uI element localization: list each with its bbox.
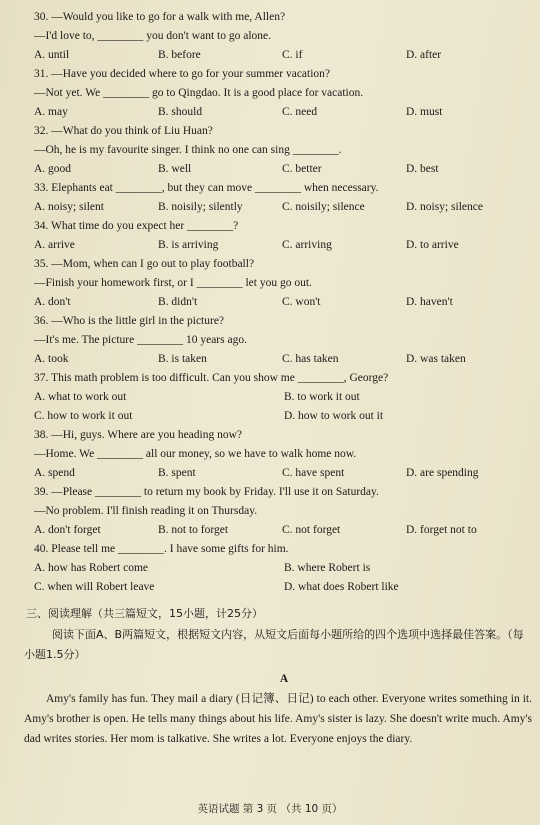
answer-option: D. to arrive (406, 239, 459, 251)
question-stem: 38. —Hi, guys. Where are you heading now? (34, 429, 243, 441)
question-stem: 33. Elephants eat ________, but they can move ________ when necessary. (34, 182, 379, 194)
answer-option: D. are spending (406, 467, 479, 479)
answer-option: C. not forget (282, 524, 341, 536)
answer-option: B. before (158, 49, 201, 61)
options-row (34, 388, 534, 407)
answer-option: A. don't (34, 296, 71, 308)
answer-option: D. forget not to (406, 524, 477, 536)
question-item (34, 540, 534, 597)
question-item (34, 179, 534, 217)
options-row (34, 407, 534, 426)
options-row (34, 236, 534, 255)
page-footer: 英语试题 第 3 页 （共 10 页） (197, 803, 343, 815)
passage-title: A (279, 673, 289, 685)
answer-option: B. didn't (158, 296, 198, 308)
question-stem: 37. This math problem is too difficult. Can you show me ________, George? (34, 372, 389, 384)
answer-option: C. arriving (282, 239, 332, 251)
options-row (34, 293, 534, 312)
question-reply: —Finish your homework first, or I ________ let you go out. (34, 277, 312, 289)
answer-option: B. is taken (158, 353, 207, 365)
passage-text: Amy's family has fun. They mail a diary (日记簿、日记) to each other. Everyone writes something in it. Amy's brother is open. He tells many things about his life. Amy's sister is lazy. She doesn't write much. Amy's dad writes stories. Her mom is talkative. She writes a lot. Everyone enjoys the diary. (24, 693, 532, 745)
question-reply: —Oh, he is my favourite singer. I think no one can sing ________. (34, 144, 342, 156)
answer-option: B. well (158, 163, 192, 175)
answer-option: D. best (406, 163, 439, 175)
question-item (34, 122, 534, 179)
answer-option: C. better (282, 163, 322, 175)
answer-option: D. noisy; silence (406, 201, 483, 213)
options-row (34, 559, 534, 578)
options-row (34, 46, 534, 65)
question-reply: —I'd love to, ________ you don't want to go alone. (34, 30, 271, 42)
question-item (34, 483, 534, 540)
question-stem: 34. What time do you expect her ________? (34, 220, 239, 232)
answer-option: C. noisily; silence (282, 201, 365, 213)
answer-option: A. don't forget (34, 524, 101, 536)
question-item (34, 426, 534, 483)
question-list (34, 8, 534, 597)
answer-option: A. may (34, 106, 68, 118)
question-item (34, 255, 534, 312)
options-row (34, 103, 534, 122)
answer-option: A. what to work out (34, 391, 127, 403)
answer-option: A. until (34, 49, 70, 61)
answer-option: A. how has Robert come (34, 562, 149, 574)
answer-option: C. won't (282, 296, 321, 308)
answer-option: B. is arriving (158, 239, 219, 251)
question-reply: —No problem. I'll finish reading it on Thursday. (34, 505, 258, 517)
answer-option: D. was taken (406, 353, 466, 365)
question-item (34, 8, 534, 65)
options-row (34, 521, 534, 540)
answer-option: A. good (34, 163, 72, 175)
answer-option: C. have spent (282, 467, 345, 479)
answer-option: C. when will Robert leave (34, 581, 155, 593)
answer-option: B. not to forget (158, 524, 229, 536)
answer-option: B. to work it out (284, 391, 360, 403)
answer-option: C. if (282, 49, 303, 61)
question-stem: 35. —Mom, when can I go out to play football? (34, 258, 255, 270)
question-item (34, 65, 534, 122)
section-title: 三、阅读理解（共三篇短文，15小题，计25分） (26, 607, 263, 620)
question-item (34, 369, 534, 426)
answer-option: A. spend (34, 467, 75, 479)
question-reply: —Not yet. We ________ go to Qingdao. It is a good place for vacation. (34, 87, 364, 99)
answer-option: B. noisily; silently (158, 201, 243, 213)
answer-option: A. arrive (34, 239, 75, 251)
options-row (34, 350, 534, 369)
answer-option: B. spent (158, 467, 196, 479)
answer-option: C. has taken (282, 353, 339, 365)
answer-option: D. what does Robert like (284, 581, 399, 593)
answer-option: B. where Robert is (284, 562, 371, 574)
question-stem: 36. —Who is the little girl in the picture? (34, 315, 225, 327)
section-instructions: 阅读下面A、B两篇短文，根据短文内容，从短文后面每小题所给的四个选项中选择最佳答案。（每小题1.5分） (24, 628, 524, 661)
options-row (34, 198, 534, 217)
answer-option: D. how to work out it (284, 410, 384, 422)
question-stem: 30. —Would you like to go for a walk with me, Allen? (34, 11, 286, 23)
question-stem: 40. Please tell me ________. I have some gifts for him. (34, 543, 289, 555)
answer-option: A. took (34, 353, 69, 365)
question-stem: 39. —Please ________ to return my book by Friday. I'll use it on Saturday. (34, 486, 379, 498)
question-item (34, 312, 534, 369)
question-item (34, 217, 534, 255)
answer-option: A. noisy; silent (34, 201, 104, 213)
answer-option: D. must (406, 106, 443, 118)
answer-option: D. haven't (406, 296, 453, 308)
question-reply: —Home. We ________ all our money, so we have to walk home now. (34, 448, 357, 460)
question-reply: —It's me. The picture ________ 10 years ago. (34, 334, 247, 346)
options-row (34, 578, 534, 597)
options-row (34, 464, 534, 483)
answer-option: C. need (282, 106, 318, 118)
question-stem: 31. —Have you decided where to go for your summer vacation? (34, 68, 331, 80)
answer-option: D. after (406, 49, 442, 61)
answer-option: C. how to work it out (34, 410, 133, 422)
answer-option: B. should (158, 106, 203, 118)
question-stem: 32. —What do you think of Liu Huan? (34, 125, 213, 137)
options-row (34, 160, 534, 179)
